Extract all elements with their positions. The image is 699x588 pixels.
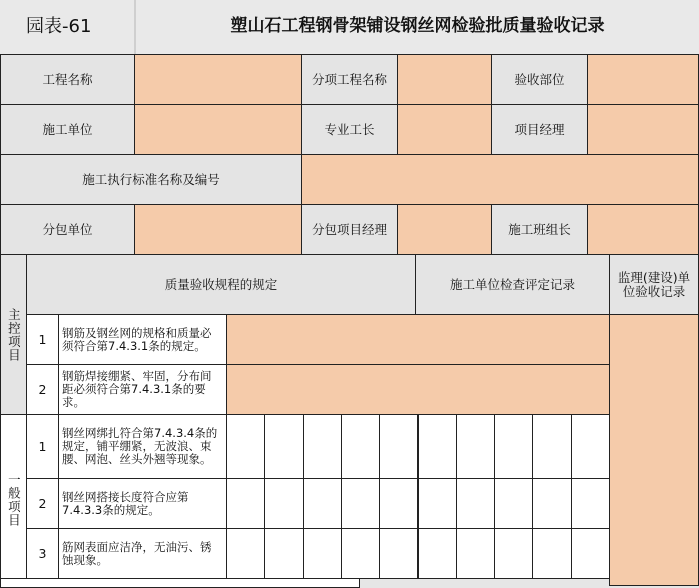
project-name-field[interactable] — [134, 54, 302, 105]
construction-unit-field[interactable] — [134, 104, 302, 155]
check-grid-cell[interactable] — [571, 414, 610, 479]
acceptance-part-field[interactable] — [587, 54, 699, 105]
check-header: 施工单位检查评定记录 — [415, 254, 610, 315]
main-item-text: 钢筋焊接绷紧、牢固，分布间距必须符合第7.4.3.1条的要求。 — [58, 364, 227, 415]
supervision-record-field[interactable] — [609, 314, 699, 586]
general-item-text: 钢丝网绑扎符合第7.4.3.4条的规定，铺平绷紧，无波浪、束腰、网泡、丝头外翘等现象。 — [58, 414, 227, 479]
bottom-row — [0, 578, 360, 588]
check-grid-cell[interactable] — [303, 414, 342, 479]
team-leader-field[interactable] — [587, 204, 699, 255]
check-grid-cell[interactable] — [379, 414, 418, 479]
check-grid-cell[interactable] — [418, 528, 457, 579]
standard-field[interactable] — [301, 154, 699, 205]
main-items-label: 主控项目 — [0, 254, 27, 415]
check-grid-cell[interactable] — [303, 478, 342, 529]
check-grid-cell[interactable] — [456, 528, 495, 579]
sub-project-label: 分项工程名称 — [301, 54, 398, 105]
form-code: 园表-61 — [0, 0, 134, 54]
check-grid-cell[interactable] — [341, 414, 380, 479]
main-item-no: 1 — [26, 314, 59, 365]
check-grid-cell[interactable] — [418, 414, 457, 479]
check-grid-cell[interactable] — [341, 528, 380, 579]
subcontract-unit-field[interactable] — [134, 204, 302, 255]
subcontract-unit-label: 分包单位 — [0, 204, 135, 255]
project-name-label: 工程名称 — [0, 54, 135, 105]
general-item-text: 钢丝网搭接长度符合应第7.4.3.3条的规定。 — [58, 478, 227, 529]
check-grid-cell[interactable] — [379, 478, 418, 529]
construction-unit-label: 施工单位 — [0, 104, 135, 155]
check-grid-cell[interactable] — [264, 478, 303, 529]
check-grid-cell[interactable] — [303, 528, 342, 579]
project-manager-field[interactable] — [587, 104, 699, 155]
form-title: 塑山石工程钢骨架铺设钢丝网检验批质量验收记录 — [136, 0, 699, 54]
professional-foreman-label: 专业工长 — [301, 104, 398, 155]
team-leader-label: 施工班组长 — [491, 204, 588, 255]
project-manager-label: 项目经理 — [491, 104, 588, 155]
check-grid-cell[interactable] — [571, 478, 610, 529]
standard-label: 施工执行标准名称及编号 — [0, 154, 302, 205]
check-grid-cell[interactable] — [226, 414, 265, 479]
check-grid-cell[interactable] — [264, 414, 303, 479]
general-item-text: 筋网表面应洁净，无油污、锈蚀现象。 — [58, 528, 227, 579]
check-grid-cell[interactable] — [571, 528, 610, 579]
check-grid-cell[interactable] — [418, 478, 457, 529]
check-grid-cell[interactable] — [379, 528, 418, 579]
general-item-no: 1 — [26, 414, 59, 479]
check-grid-cell[interactable] — [494, 528, 533, 579]
check-grid-cell[interactable] — [456, 414, 495, 479]
check-grid-cell[interactable] — [532, 414, 571, 479]
subcontract-manager-label: 分包项目经理 — [301, 204, 398, 255]
check-grid-cell[interactable] — [532, 478, 571, 529]
acceptance-part-label: 验收部位 — [491, 54, 588, 105]
check-grid-cell[interactable] — [226, 478, 265, 529]
check-grid-cell[interactable] — [494, 478, 533, 529]
main-item-no: 2 — [26, 364, 59, 415]
general-items-label: 一般项目 — [0, 414, 27, 586]
check-grid-cell[interactable] — [532, 528, 571, 579]
supervision-header: 监理(建设)单位验收记录 — [609, 254, 699, 315]
main-item-text: 钢筋及钢丝网的规格和质量必须符合第7.4.3.1条的规定。 — [58, 314, 227, 365]
main-item-check-field[interactable] — [226, 364, 610, 415]
check-grid-cell[interactable] — [264, 528, 303, 579]
check-grid-cell[interactable] — [494, 414, 533, 479]
professional-foreman-field[interactable] — [397, 104, 492, 155]
check-grid-cell[interactable] — [226, 528, 265, 579]
general-item-no: 2 — [26, 478, 59, 529]
main-item-check-field[interactable] — [226, 314, 610, 365]
spec-header: 质量验收规程的规定 — [26, 254, 416, 315]
check-grid-cell[interactable] — [456, 478, 495, 529]
check-grid-cell[interactable] — [341, 478, 380, 529]
subcontract-manager-field[interactable] — [397, 204, 492, 255]
general-item-no: 3 — [26, 528, 59, 579]
sub-project-field[interactable] — [397, 54, 492, 105]
